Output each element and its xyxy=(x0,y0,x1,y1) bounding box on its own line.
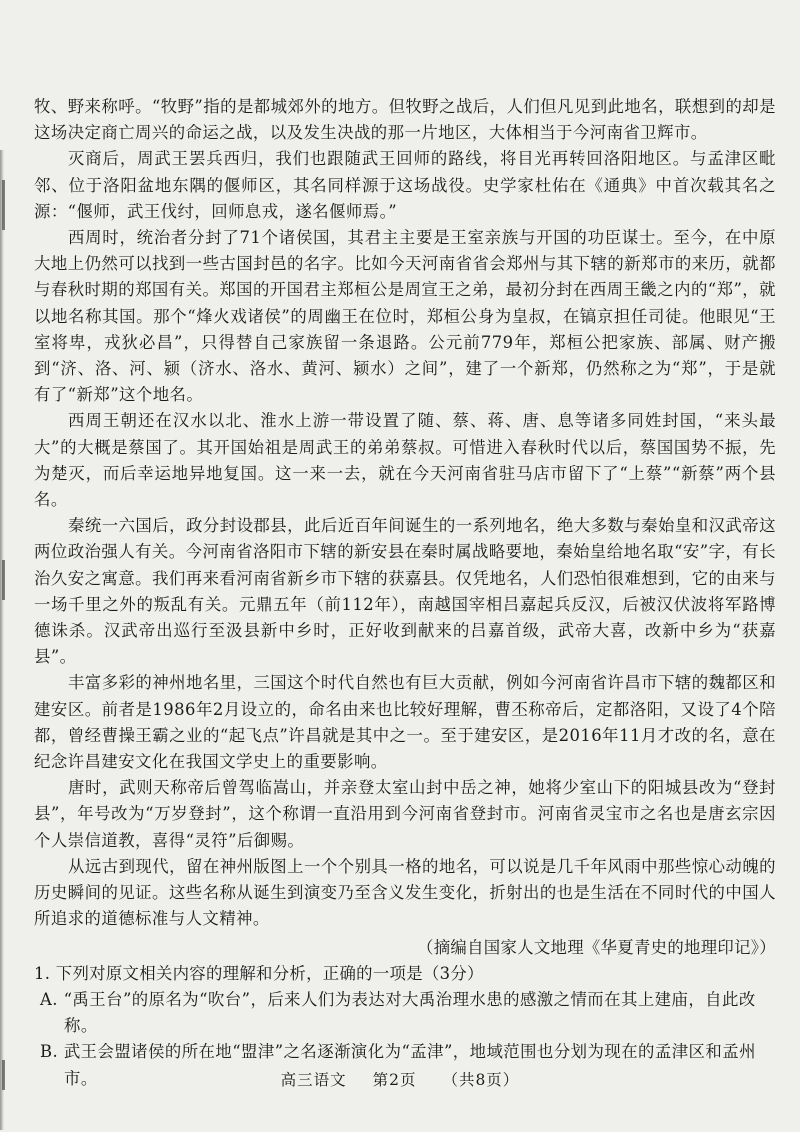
scan-mark xyxy=(2,180,5,230)
paragraph-1: 牧、野来称呼。“牧野”指的是都城郊外的地方。但牧野之战后，人们但凡见到此地名，联想到的却是这场决定商亡周兴的命运之战，以及发生决战的那一片地区，大体相当于今河南省卫辉市。 xyxy=(34,97,776,143)
scan-edge-shadow xyxy=(0,150,4,1130)
reading-passage xyxy=(34,94,776,1092)
footer-subject: 高三语文 xyxy=(280,1071,347,1089)
option-b: B. 武王会盟诸侯的所在地“盟津”之名逐渐演化为“孟津”，地域范围也分划为现在的孟津区和孟州市。 xyxy=(40,1042,756,1088)
paragraph-4: 西周王朝还在汉水以北、淮水上游一带设置了随、蔡、蒋、唐、息等诸多同姓封国，“来头最大”的大概是蔡国了。其开国始祖是周武王的弟弟蔡叔。可惜进入春秋时代以后，蔡国国势不振，先为楚灭，而后幸运地异地复国。这一来一去，就在今天河南省驻马店市留下了“上蔡”“新蔡”两个县名。 xyxy=(34,411,776,510)
paragraph-8: 从远古到现代，留在神州版图上一个个别具一格的地名，可以说是几千年风雨中那些惊心动魄的历史瞬间的见证。这些名称从诞生到演变乃至含义发生变化，折射出的也是生活在不同时代的中国人所追求的道德标准与人文精神。 xyxy=(34,856,776,929)
paragraph-2: 灭商后，周武王罢兵西归，我们也跟随武王回师的路线，将目光再转回洛阳地区。与孟津区毗邻、位于洛阳盆地东隅的偃师区，其名同样源于这场战役。史学家杜佑在《通典》中首次载其名之源：“偃师，武王伐纣，回师息戎，遂名偃师焉。” xyxy=(34,149,776,221)
footer-page-number: 第2页 xyxy=(372,1071,417,1089)
paragraph-6: 丰富多彩的神州地名里，三国这个时代自然也有巨大贡献，例如今河南省许昌市下辖的魏都区和建安区。前者是1986年2月设立的，命名由来也比较好理解，曹丕称帝后，定都洛阳，又设了4个陪都，曾经曹操王霸之业的“起飞点”许昌就是其中之一。至于建安区，是2016年11月才改的名，意在纪念许昌建安文化在我国文学史上的重要影响。 xyxy=(34,673,776,772)
paragraph-7: 唐时，武则天称帝后曾驾临嵩山，并亲登太室山封中岳之神，她将少室山下的阳城县改为“登封县”，年号改为“万岁登封”，这个称谓一直沿用到今河南省登封市。河南省灵宝市之名也是唐玄宗因个人崇信道教，喜得“灵符”后御赐。 xyxy=(34,778,776,850)
footer-total-pages: （共8页） xyxy=(442,1071,520,1089)
page-footer xyxy=(0,1068,800,1090)
paragraph-3: 西周时，统治者分封了71个诸侯国，其君主主要是王室亲族与开国的功臣谋士。至今，在中原大地上仍然可以找到一些古国封邑的名字。比如今天河南省省会郑州与其下辖的新郑市的来历，就都与春秋时期的郑国有关。郑国的开国君主郑桓公是周宣王之弟，最初分封在西周王畿之内的“郑”，就以地名称其国。那个“烽火戏诸侯”的周幽王在位时，郑桓公身为皇叔，在镐京担任司徒。他眼见“王室将卑，戎狄必昌”，只得替自己家族留一条退路。公元前779年，郑桓公把家族、部属、财产搬到“济、洛、河、颍（济水、洛水、黄河、颍水）之间”，建了一个新郑，仍然称之为“郑”，于是就有了“新郑”这个地名。 xyxy=(34,228,776,405)
question-stem: 1. 下列对原文相关内容的理解和分析，正确的一项是（3分） xyxy=(34,963,484,983)
source-citation: （摘编自国家人文地理《华夏青史的地理印记》） xyxy=(417,937,776,957)
option-a: A. “禹王台”的原名为“吹台”，后来人们为表达对大禹治理水患的感激之情而在其上建庙，自此改称。 xyxy=(40,989,756,1036)
paragraph-5: 秦统一六国后，政分封设郡县，此后近百年间诞生的一系列地名，绝大多数与秦始皇和汉武帝这两位政治强人有关。今河南省洛阳市下辖的新安县在秦时属战略要地，秦始皇给地名取“安”字，有长治久安之寓意。我们再来看河南省新乡市下辖的获嘉县。仅凭地名，人们恐怕很难想到，它的由来与一场千里之外的叛乱有关。元鼎五年（前112年），南越国宰相吕嘉起兵反汉，后被汉伏波将军路博德诛杀。汉武帝出巡行至汲县新中乡时，正好收到献来的吕嘉首级，武帝大喜，改新中乡为“获嘉县”。 xyxy=(34,516,776,667)
scan-mark xyxy=(2,560,5,600)
